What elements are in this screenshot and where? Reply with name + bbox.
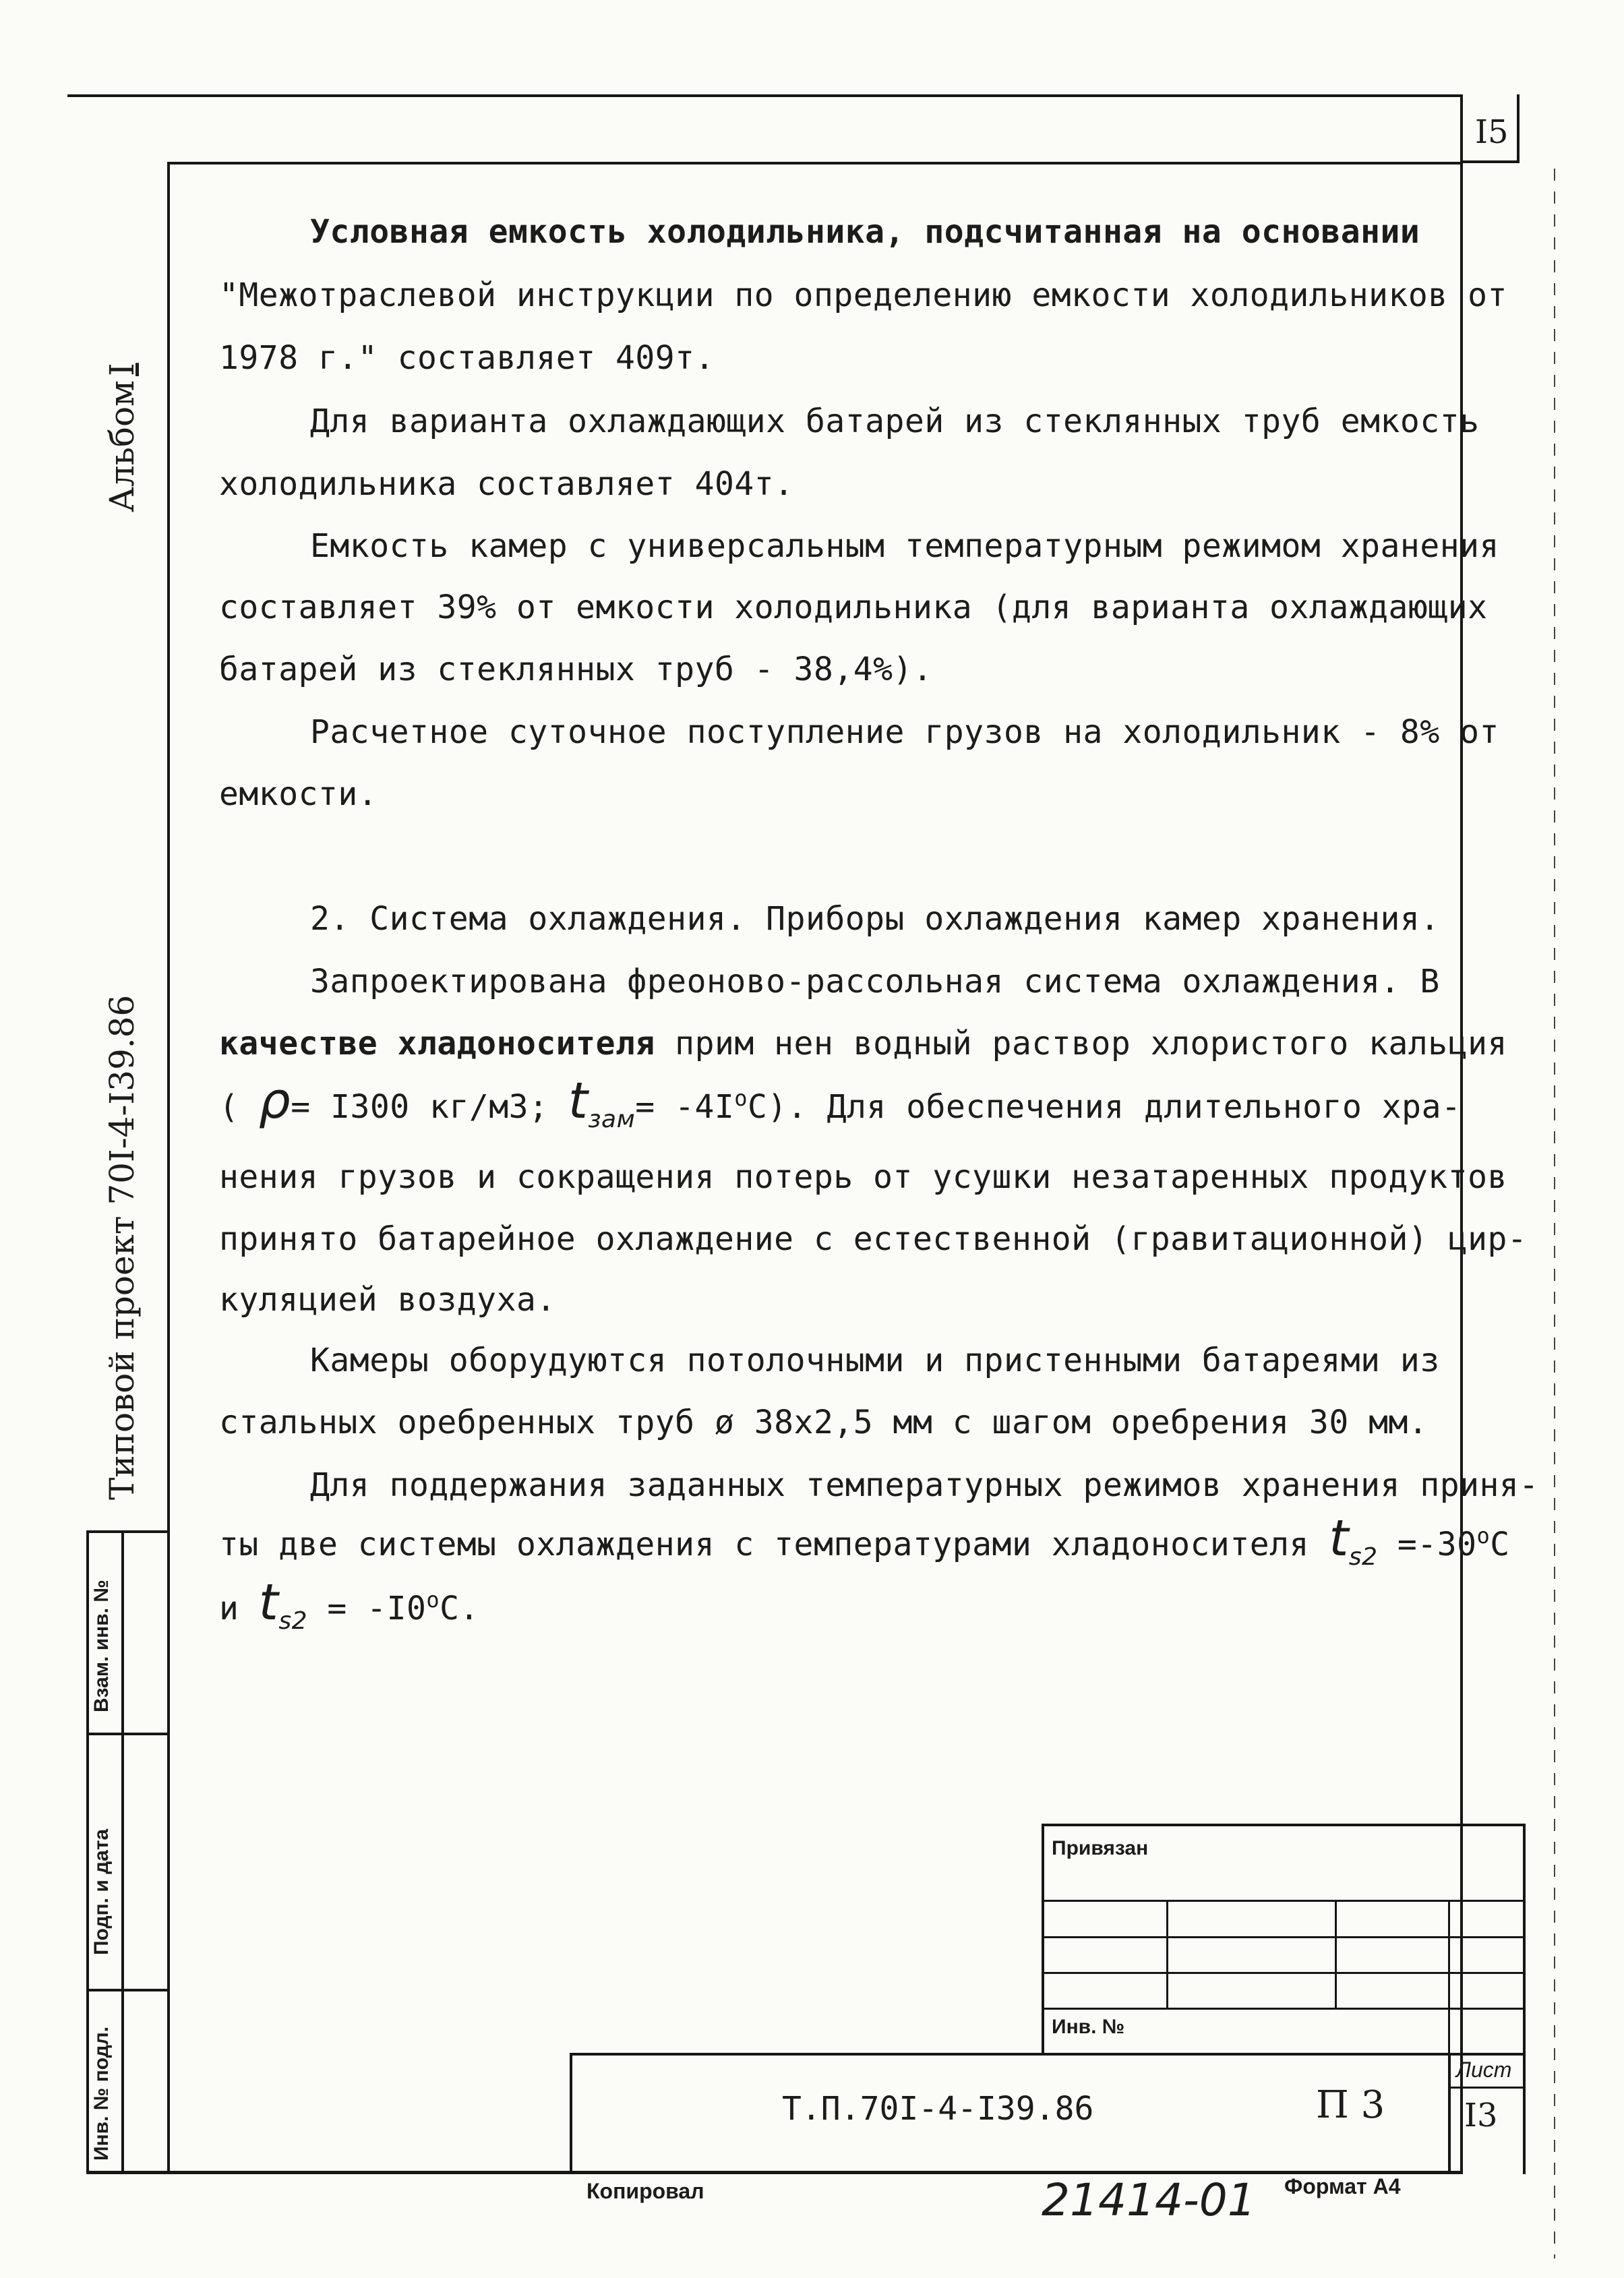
stamp-top [86,1530,170,1533]
frame-bottom [86,2171,1463,2174]
tb-list-divider [1448,2055,1451,2174]
tb-list-label-bottom [1448,2087,1526,2089]
tb-list-number: I3 [1464,2097,1498,2134]
density-value: = I300 кг/м3; [291,1088,568,1126]
p7-line1: Для поддержания заданных температурных режимов хранения приня- [310,1466,1539,1504]
p3-line2: составляет 39% от емкости холодильника (для варианта охлаждающих [219,589,1488,626]
degree-sign: о [734,1085,748,1111]
p5-line2-rest: прим нен водный раствор хлористого кальция [655,1025,1507,1062]
p2-line1: Для варианта охлаждающих батарей из стеклянных труб емкость [310,402,1480,440]
sheet-box-left [1460,94,1463,162]
p7-line3-i: и [219,1590,259,1627]
freeze-value: = -4I [635,1088,735,1126]
tb-main-top [570,2053,1526,2056]
stamp-div-2 [86,1989,170,1991]
p5-line6: куляцией воздуха. [219,1281,556,1319]
p7-line2 [219,1509,1510,1571]
p5-line5: принято батарейное охлаждение с естественной (гравитационной) цир- [219,1220,1528,1258]
p5-line3 [219,1072,1462,1133]
ts2-symbol-2: t [258,1573,279,1631]
p7-line2-text: ты две системы охлаждения с температурами хладоносителя [219,1526,1329,1563]
album-text: Альбом [102,380,142,512]
p2-line2: холодильника составляет 404т. [219,465,794,503]
stamp-outer-left [86,1530,89,2174]
degree-sign-2: о [1476,1523,1491,1549]
sheet-number: I5 [1475,113,1509,151]
sheet-box-bottom [1460,160,1520,163]
tb-col-1 [1166,1900,1168,2008]
unit-c-2: С. [440,1590,479,1627]
stamp-inv-podl: Инв. № подл. [90,2026,113,2161]
footer-doc-number: 21414-01 [1042,2174,1256,2226]
section-2-heading: 2. Система охлаждения. Приборы охлаждения камер хранения. [310,900,1440,938]
tb-main-left [570,2053,572,2174]
ts2-subscript-1: s2 [1348,1543,1378,1571]
t-symbol: t [568,1072,589,1130]
ts2-value-1: =-30 [1377,1526,1477,1563]
degree-sign-3: о [426,1587,440,1613]
tb-list-label: Лист [1456,2058,1512,2082]
tb-privyazan-top [1042,1824,1526,1826]
margin-dash-line [1554,169,1555,2258]
p5-line2-bold: качестве хладоносителя [219,1025,655,1062]
stamp-vzam-inv: Взам. инв. № [90,1580,113,1712]
rho-symbol: ρ [258,1072,291,1130]
p1-line2: "Межотраслевой инструкции по определению емкости холодильников от [219,276,1507,314]
footer-format: Формат А4 [1284,2174,1401,2198]
stamp-podp-data: Подп. и дата [90,1828,113,1955]
p4-line2: емкости. [219,775,378,813]
ts2-subscript-2: s2 [278,1607,307,1635]
t-subscript-zam: зам [588,1106,636,1133]
p5-line4: нения грузов и сокращения потерь от усушки незатаренных продуктов [219,1158,1507,1196]
stamp-inner-left [121,1530,124,2174]
tb-section: П 3 [1316,2083,1385,2127]
ts2-value-2: = -I0 [307,1590,427,1627]
album-number: I [102,363,142,377]
frame-left [167,162,170,2174]
tb-row-4 [1042,2008,1526,2010]
ts2-symbol-1: t [1329,1509,1349,1567]
tb-privyazan: Привязан [1052,1837,1149,1859]
tb-doc-code: Т.П.70I-4-I39.86 [782,2090,1094,2128]
tb-col-2 [1335,1900,1337,2008]
p6-line1: Камеры оборудуются потолочными и пристенными батареями из [310,1342,1440,1379]
stamp-div-1 [86,1733,170,1735]
frame-top [167,162,1463,164]
p3-line1: Емкость камер с универсальным температурным режимом хранения [310,527,1499,565]
p7-line3 [219,1573,479,1635]
album-label [102,363,142,512]
top-rule [67,94,1463,97]
tb-col-3 [1448,1900,1450,2055]
unit-c-1: С [1490,1526,1510,1563]
project-label: Типовой проект 70I-4-I39.86 [102,994,142,1500]
tb-row-2 [1042,1936,1526,1938]
p4-line1: Расчетное суточное поступление грузов на холодильник - 8% от [310,713,1499,751]
p1-line3: 1978 г." составляет 409т. [219,339,715,377]
footer-kopiroval: Копировал [587,2179,704,2203]
tb-row-3 [1042,1972,1526,1974]
p5-line1: Запроектирована фреоново-рассольная система охлаждения. В [310,963,1440,1000]
p5-line2 [219,1025,1507,1062]
p1-line1: Условная емкость холодильника, подсчитанная на основании [310,213,1420,251]
tb-inv-no: Инв. № [1052,2016,1125,2038]
p5-open-paren: ( [219,1088,259,1126]
tb-right [1523,1824,1526,2174]
sheet-box-right [1517,94,1520,162]
p3-line3: батарей из стеклянных труб - 38,4%). [219,651,933,688]
tb-privyazan-left [1042,1824,1044,2053]
p5-line3-end: С). Для обеспечения длительного хра- [748,1088,1462,1126]
p6-line2: стальных оребренных труб ø 38х2,5 мм с шагом оребрения 30 мм. [219,1404,1428,1441]
tb-row-1 [1042,1900,1526,1902]
